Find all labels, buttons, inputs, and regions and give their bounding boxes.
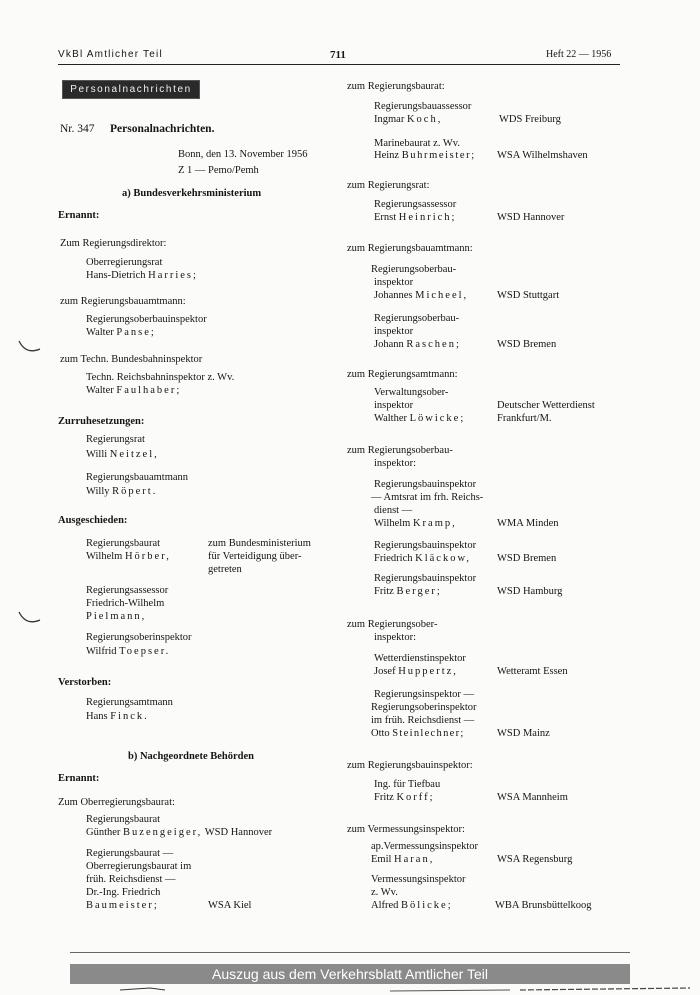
zum-roi-1: zum Regierungsober-: [347, 619, 438, 630]
deceased-1-title: Regierungsamtmann: [86, 697, 173, 708]
ernannt-b: Ernannt:: [58, 773, 100, 784]
entry-1-name: Hans-Dietrich Harries;: [86, 270, 198, 281]
zum-roi-2: inspektor:: [374, 632, 416, 643]
r-entry-13-place: WSA Regensburg: [497, 854, 573, 865]
binding-mark-top: [16, 335, 44, 359]
r-entry-1-title: Regierungsbauassessor: [374, 101, 472, 112]
zum-rba: zum Regierungsbauamtmann:: [60, 296, 186, 307]
r-entry-5-place: WSD Bremen: [497, 339, 557, 350]
r-entry-13-name: Emil Haran,: [371, 854, 435, 865]
header-left: VkBl Amtlicher Teil: [58, 49, 163, 60]
left-2-title: Regierungsassessor: [86, 585, 169, 596]
bottom-scan-smudge: [90, 984, 690, 995]
zum-vi: zum Vermessungsinspektor:: [347, 824, 465, 835]
left-2-surname: Pielmann,: [86, 611, 147, 622]
entry-2-title: Regierungsoberbauinspektor: [86, 314, 207, 325]
r-entry-2-title: Marinebaurat z. Wv.: [374, 138, 461, 149]
left-1-note-1: zum Bundesministerium: [208, 538, 311, 549]
r-entry-3-place: WSD Hannover: [497, 212, 565, 223]
r-entry-6-place-2: Frankfurt/M.: [497, 413, 552, 424]
header-right: Heft 22 — 1956: [546, 49, 612, 60]
r-entry-6-name: Walther Löwicke;: [374, 413, 466, 424]
zum-robi-1: zum Regierungsoberbau-: [347, 445, 453, 456]
r-entry-8-name: Friedrich Kläckow,: [374, 553, 471, 564]
r-entry-10-name: Josef Huppertz,: [374, 666, 458, 677]
b-entry-2-place: WSA Kiel: [208, 900, 252, 911]
r-entry-11-line-2: Regierungsoberinspektor: [371, 702, 477, 713]
left-1-name: Wilhelm Hörber,: [86, 551, 171, 562]
r-entry-6-line-2: inspektor: [374, 400, 414, 411]
entry-3-name: Walter Faulhaber;: [86, 385, 182, 396]
ausgeschieden-heading: Ausgeschieden:: [58, 515, 128, 526]
r-entry-6-line-1: Verwaltungsober-: [374, 387, 449, 398]
heading-b: b) Nachgeordnete Behörden: [128, 751, 254, 762]
r-entry-2-name: Heinz Buhrmeister;: [374, 150, 476, 161]
footer-band: Auszug aus dem Verkehrsblatt Amtlicher Teil: [70, 964, 630, 984]
left-2-name: Friedrich-Wilhelm: [86, 598, 165, 609]
retire-1-title: Regierungsrat: [86, 434, 145, 445]
b-entry-2-line-1: Regierungsbaurat —: [86, 848, 174, 859]
r-entry-14-line-1: Vermessungsinspektor: [371, 874, 466, 885]
r-entry-1-name: Ingmar Koch,: [374, 114, 443, 125]
place-date: Bonn, den 13. November 1956: [178, 149, 308, 160]
zum-rbr: zum Regierungsbaurat:: [347, 81, 445, 92]
page-number: 711: [330, 49, 346, 61]
r-entry-9-name: Fritz Berger;: [374, 586, 442, 597]
left-1-note-2: für Verteidigung über-: [208, 551, 302, 562]
ernannt-a: Ernannt:: [58, 210, 100, 221]
entry-3-title: Techn. Reichsbahninspektor z. Wv.: [86, 372, 235, 383]
entry-2-name: Walter Panse;: [86, 327, 156, 338]
zum-regdir: Zum Regierungsdirektor:: [60, 238, 167, 249]
reference: Z 1 — Pemo/Pemh: [178, 165, 259, 176]
left-3-name: Wilfrid Toepser.: [86, 646, 171, 657]
r-entry-14-line-2: z. Wv.: [371, 887, 398, 898]
zum-robi-2: inspektor:: [374, 458, 416, 469]
r-entry-12-name: Fritz Korff;: [374, 792, 435, 803]
zum-rr: zum Regierungsrat:: [347, 180, 430, 191]
verstorben-heading: Verstorben:: [58, 677, 112, 688]
nr-title: Personalnachrichten.: [110, 123, 215, 135]
r-entry-2-place: WSA Wilhelmshaven: [497, 150, 588, 161]
bottom-rule: [70, 952, 630, 953]
b-entry-2-line-4: Dr.-Ing. Friedrich: [86, 887, 161, 898]
r-entry-1-place: WDS Freiburg: [499, 114, 561, 125]
nr-number: Nr. 347: [60, 123, 95, 135]
b-entry-2-line-3: früh. Reichsdienst —: [86, 874, 176, 885]
zum-rbi: zum Regierungsbauinspektor:: [347, 760, 473, 771]
r-entry-8-title: Regierungsbauinspektor: [374, 540, 477, 551]
zum-orbr: Zum Oberregierungsbaurat:: [58, 797, 175, 808]
r-entry-9-place: WSD Hamburg: [497, 586, 563, 597]
r-entry-11-name: Otto Steinlechner;: [371, 728, 465, 739]
r-entry-11-line-3: im früh. Reichsdienst —: [371, 715, 475, 726]
retire-2-name: Willy Röpert.: [86, 486, 158, 497]
r-entry-4-line-1: Regierungsoberbau-: [371, 264, 457, 275]
r-entry-12-place: WSA Mannheim: [497, 792, 568, 803]
r-entry-8-place: WSD Bremen: [497, 553, 557, 564]
r-entry-9-title: Regierungsbauinspektor: [374, 573, 477, 584]
r-entry-4-name: Johannes Micheel,: [374, 290, 469, 301]
deceased-1-name: Hans Finck.: [86, 711, 149, 722]
r-entry-10-title: Wetterdienstinspektor: [374, 653, 466, 664]
entry-1-title: Oberregierungsrat: [86, 257, 163, 268]
r-entry-6-place-1: Deutscher Wetterdienst: [497, 400, 595, 411]
left-1-note-3: getreten: [208, 564, 242, 575]
r-entry-3-name: Ernst Heinrich;: [374, 212, 457, 223]
b-entry-1-name: Günther Buzengeiger, WSD Hannover: [86, 827, 273, 838]
r-entry-5-line-1: Regierungsoberbau-: [374, 313, 460, 324]
r-entry-7-line-3: dienst —: [374, 505, 413, 516]
b-entry-2-surname: Baumeister;: [86, 900, 159, 911]
r-entry-7-line-2: — Amtsrat im frh. Reichs-: [371, 492, 484, 503]
r-entry-7-line-1: Regierungsbauinspektor: [374, 479, 477, 490]
binding-mark-bottom: [16, 606, 44, 630]
b-entry-1-title: Regierungsbaurat: [86, 814, 161, 825]
r-entry-11-line-1: Regierungsinspektor —: [374, 689, 475, 700]
heading-a: a) Bundesverkehrsministerium: [122, 188, 262, 199]
r-entry-12-title: Ing. für Tiefbau: [374, 779, 441, 790]
section-banner: Personalnachrichten: [62, 80, 200, 99]
left-3-title: Regierungsoberinspektor: [86, 632, 192, 643]
r-entry-5-name: Johann Raschen;: [374, 339, 461, 350]
r-entry-7-place: WMA Minden: [497, 518, 559, 529]
retire-2-title: Regierungsbauamtmann: [86, 472, 189, 483]
r-entry-4-line-2: inspektor: [374, 277, 414, 288]
zum-rbam: zum Regierungsbauamtmann:: [347, 243, 473, 254]
zurruhe-heading: Zurruhesetzungen:: [58, 416, 145, 427]
left-1-title: Regierungsbaurat: [86, 538, 161, 549]
r-entry-10-place: Wetteramt Essen: [497, 666, 568, 677]
r-entry-3-title: Regierungsassessor: [374, 199, 457, 210]
retire-1-name: Willi Neitzel,: [86, 449, 159, 460]
zum-tbi: zum Techn. Bundesbahninspektor: [60, 354, 203, 365]
r-entry-7-name: Wilhelm Kramp,: [374, 518, 457, 529]
r-entry-11-place: WSD Mainz: [497, 728, 550, 739]
r-entry-14-name: Alfred Bölicke;: [371, 900, 453, 911]
b-entry-2-line-2: Oberregierungsbaurat im: [86, 861, 192, 872]
r-entry-5-line-2: inspektor: [374, 326, 414, 337]
header-rule: [58, 64, 620, 65]
zum-ram: zum Regierungsamtmann:: [347, 369, 458, 380]
r-entry-14-place: WBA Brunsbüttelkoog: [495, 900, 592, 911]
r-entry-4-place: WSD Stuttgart: [497, 290, 560, 301]
r-entry-13-title: ap.Vermessungsinspektor: [371, 841, 479, 852]
